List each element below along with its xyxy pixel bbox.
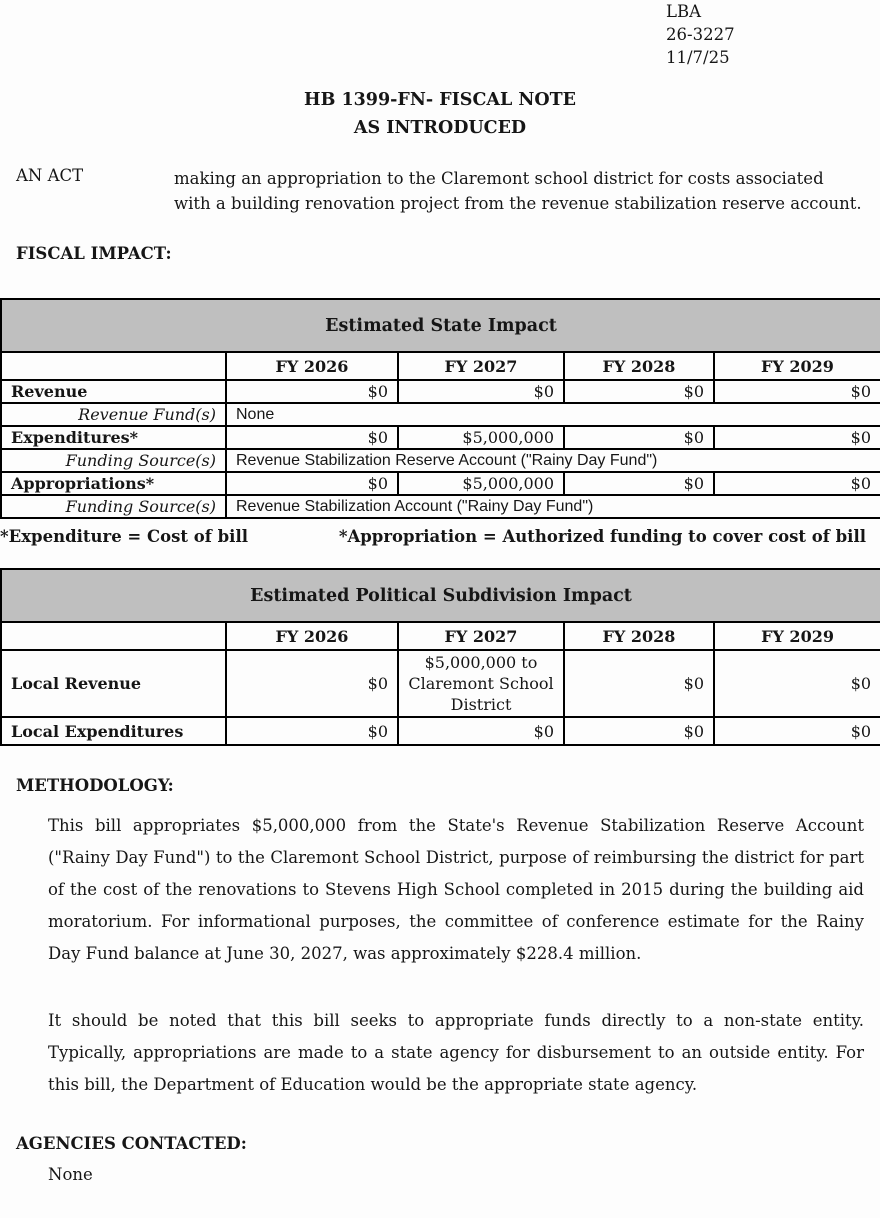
an-act-label: AN ACT (16, 166, 84, 185)
an-act-text: making an appropriation to the Claremont school district for costs associated with a building renovation project from the revenue stabilization reserve account. (174, 169, 862, 213)
fy-header-row (1, 352, 880, 380)
money-cell-claremont: $5,000,000 to Claremont School District (398, 650, 564, 717)
money-cell: $0 (226, 380, 398, 403)
header-meta (666, 0, 735, 69)
table-caption-row (1, 569, 880, 622)
table-caption-row (1, 299, 880, 352)
table-row-local-expenditures (1, 717, 880, 745)
money-cell: $0 (226, 717, 398, 745)
meta-lba: LBA (666, 2, 701, 21)
row-label: Funding Source(s) (1, 495, 226, 518)
money-cell: $0 (398, 717, 564, 745)
methodology-paragraph-2: It should be noted that this bill seeks to appropriate funds directly to a non-state entity. Typically, appropriations are made to a state agency for disbursement to an outside entity. For this bill, the Department of Education would be the appropriate state agency. (48, 1011, 864, 1094)
title-line-1: HB 1399-FN- FISCAL NOTE (304, 90, 576, 110)
row-label: Revenue Fund(s) (1, 403, 226, 426)
money-cell: $0 (714, 717, 880, 745)
table-row-appropriations (1, 472, 880, 495)
fiscal-impact-heading: FISCAL IMPACT: (16, 244, 172, 263)
row-label: Expenditures* (1, 426, 226, 449)
row-label: Revenue (1, 380, 226, 403)
state-impact-table (0, 298, 880, 519)
an-act-block (0, 166, 880, 216)
local-table-title: Estimated Political Subdivision Impact (1, 569, 880, 622)
row-label: Local Expenditures (1, 717, 226, 745)
money-cell: $0 (714, 472, 880, 495)
document-title (0, 0, 880, 142)
money-cell: $0 (226, 472, 398, 495)
fy-2027-header: FY 2027 (398, 622, 564, 650)
fund-value-cell: Revenue Stabilization Reserve Account ("Rainy Day Fund") (226, 449, 880, 472)
money-cell: $0 (564, 650, 714, 717)
methodology-paragraph-1: This bill appropriates $5,000,000 from the State's Revenue Stabilization Reserve Account ("Rainy Day Fund") to the Claremont School District, purpose of reimbursing the district for part of the cost of the renovations to Stevens High School completed in 2015 during the building aid moratorium. For informational purposes, the committee of conference estimate for the Rainy Day Fund balance at June 30, 2027, was approximately $228.4 million. (48, 816, 864, 963)
agencies-contacted-heading: AGENCIES CONTACTED: (16, 1134, 247, 1153)
money-cell: $5,000,000 (398, 472, 564, 495)
footnote-expenditure: *Expenditure = Cost of bill (0, 527, 248, 546)
fy-2026-header: FY 2026 (226, 622, 398, 650)
table-row-funding-source-1 (1, 449, 880, 472)
fy-2028-header: FY 2028 (564, 622, 714, 650)
fy-2027-header: FY 2027 (398, 352, 564, 380)
fy-2028-header: FY 2028 (564, 352, 714, 380)
money-cell: $0 (714, 426, 880, 449)
fund-value-cell: None (226, 403, 880, 426)
meta-number: 26-3227 (666, 25, 735, 44)
money-cell: $0 (564, 717, 714, 745)
fy-header-row (1, 622, 880, 650)
money-cell: $0 (226, 650, 398, 717)
row-label: Local Revenue (1, 650, 226, 717)
row-label: Appropriations* (1, 472, 226, 495)
fy-2029-header: FY 2029 (714, 352, 880, 380)
table-row-expenditures (1, 426, 880, 449)
agencies-contacted-value: None (48, 1165, 93, 1184)
footnote-appropriation: *Appropriation = Authorized funding to cover cost of bill (338, 527, 866, 546)
money-cell: $0 (564, 426, 714, 449)
table-row-local-revenue (1, 650, 880, 717)
table-row-revenue-funds (1, 403, 880, 426)
money-cell: $5,000,000 (398, 426, 564, 449)
empty-corner-cell (1, 352, 226, 380)
empty-corner-cell (1, 622, 226, 650)
money-cell: $0 (714, 380, 880, 403)
title-line-2: AS INTRODUCED (353, 118, 527, 138)
table-row-funding-source-2 (1, 495, 880, 518)
meta-date: 11/7/25 (666, 48, 730, 67)
fy-2026-header: FY 2026 (226, 352, 398, 380)
money-cell: $0 (398, 380, 564, 403)
fy-2029-header: FY 2029 (714, 622, 880, 650)
state-table-title: Estimated State Impact (1, 299, 880, 352)
money-cell: $0 (564, 472, 714, 495)
money-cell: $0 (226, 426, 398, 449)
money-cell: $0 (564, 380, 714, 403)
methodology-heading: METHODOLOGY: (16, 776, 174, 795)
row-label: Funding Source(s) (1, 449, 226, 472)
money-cell: $0 (714, 650, 880, 717)
table-footnote (0, 527, 880, 546)
fund-value-cell: Revenue Stabilization Account ("Rainy Day Fund") (226, 495, 880, 518)
political-subdivision-table (0, 568, 880, 746)
table-row-revenue (1, 380, 880, 403)
